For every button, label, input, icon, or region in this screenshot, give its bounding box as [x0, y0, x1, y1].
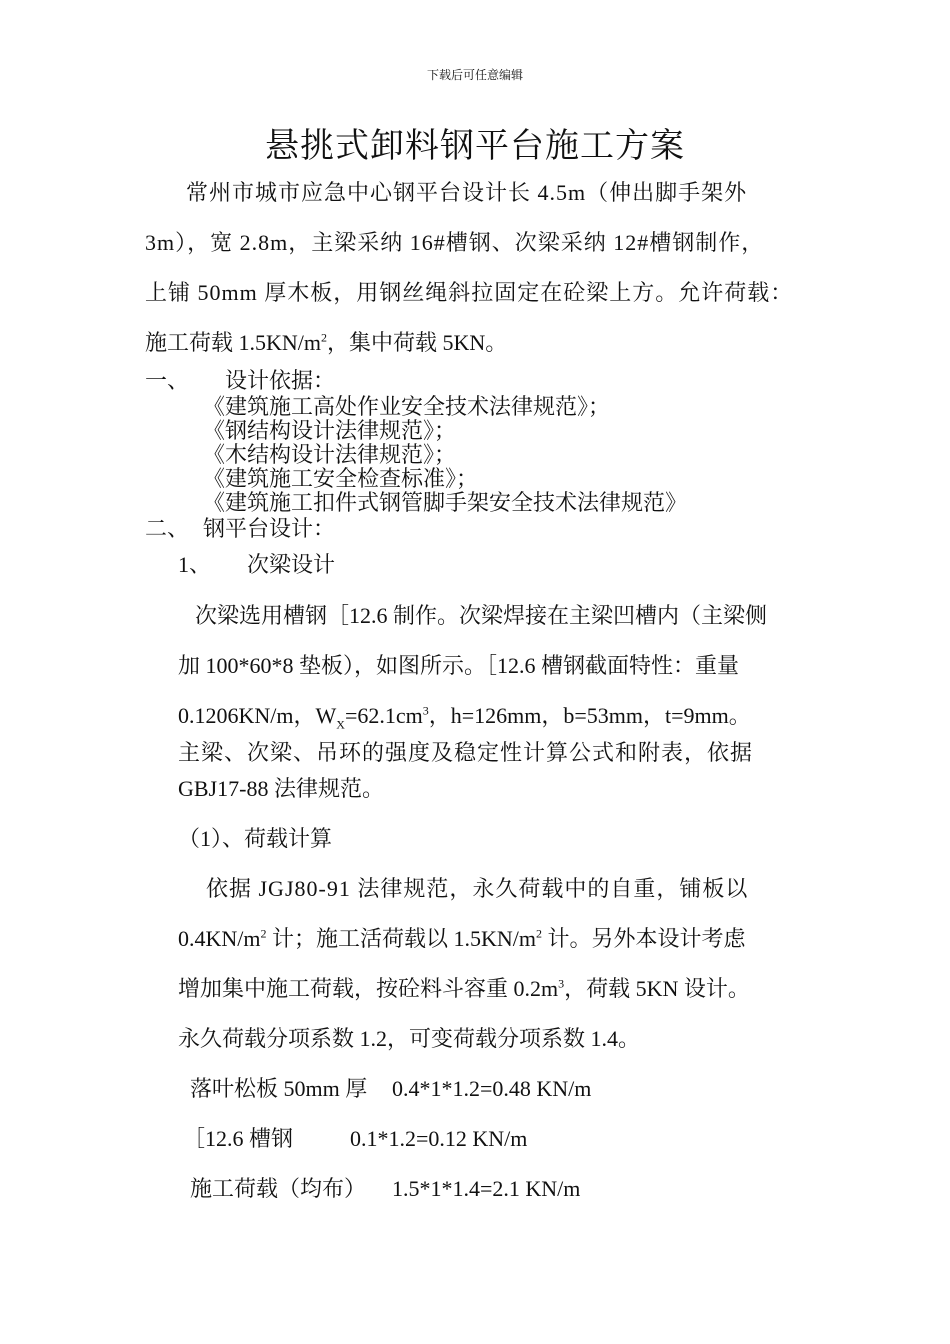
calc-value: 1.5*1*1.4=2.1 KN/m: [392, 1176, 581, 1201]
section-2-heading: [145, 516, 335, 542]
section-2-number: 二、: [145, 516, 190, 541]
calc-label: ［12.6 槽钢: [183, 1126, 294, 1151]
p2-line-4: 永久荷载分项系数 1.2，可变荷载分项系数 1.4。: [178, 1026, 641, 1051]
reference-item: 《钢结构设计法律规范》；: [203, 418, 457, 443]
reference-item: 《建筑施工安全检查标准》；: [203, 466, 479, 491]
intro-line-4: 施工荷载 $1.5KN/m^2$，集中荷载 5KN。: [145, 330, 508, 355]
p1-line-1: 次梁选用槽钢［12.6 制作。次梁焊接在主梁凹槽内（主梁侧: [195, 603, 768, 628]
p1-line-3: 0.1206KN/m，$W_X=62.1cm^3$，h=126mm，b=53mm，t=9mm。: [178, 703, 751, 732]
section-1-heading: [145, 368, 335, 394]
p2-line-1: 依据 JGJ80-91 法律规范，永久荷载中的自重，铺板以: [206, 876, 749, 901]
calc-value: 0.1*1.2=0.12 KN/m: [350, 1126, 528, 1151]
reference-item: 《木结构设计法律规范》；: [203, 442, 457, 467]
p2-line-3: 增加集中施工荷载，按砼料斗容重 $0.2m^3$，荷载 5KN 设计。: [178, 976, 750, 1001]
p1-line-2: 加 100*60*8 垫板），如图所示。［12.6 槽钢截面特性：重量: [178, 653, 740, 678]
subsection-1-heading: [178, 552, 335, 578]
reference-item: 《建筑施工高处作业安全技术法律规范》；: [203, 394, 611, 419]
intro-line-1: 常州市城市应急中心钢平台设计长 4.5m（伸出脚手架外: [186, 180, 748, 205]
calc-label: 施工荷载（均布）: [190, 1176, 367, 1201]
p1-line-4: 主梁、次梁、吊环的强度及稳定性计算公式和附表，依据: [178, 740, 754, 765]
p1-line-5: GBJ17-88 法律规范。: [178, 776, 384, 801]
section-1-title: 设计依据：: [225, 368, 336, 393]
section-2-title: 钢平台设计：: [203, 516, 336, 541]
intro-line-2: 3m），宽 2.8m，主梁采纳 16#槽钢、次梁采纳 12#槽钢制作，: [145, 230, 765, 255]
p2-line-2: $0.4KN/m^2$ 计；施工活荷载以 $1.5KN/m^2$ 计。另外本设计考虑: [178, 926, 746, 951]
subsection-1-number: 1、: [178, 552, 212, 577]
document-title: 悬挑式卸料钢平台施工方案: [265, 128, 685, 165]
intro-line-3: 上铺 50mm 厚木板，用钢丝绳斜拉固定在砼梁上方。允许荷载：: [145, 280, 794, 305]
calc-value: 0.4*1*1.2=0.48 KN/m: [392, 1076, 592, 1101]
load-calculation-heading: （1）、荷载计算: [178, 826, 333, 851]
section-1-number: 一、: [145, 368, 190, 393]
page-header-note: 下载后可任意编辑: [426, 68, 523, 82]
subsection-1-title: 次梁设计: [247, 552, 336, 577]
calc-label: 落叶松板 50mm 厚: [190, 1076, 368, 1101]
reference-item: 《建筑施工扣件式钢管脚手架安全技术法律规范》: [203, 490, 688, 515]
